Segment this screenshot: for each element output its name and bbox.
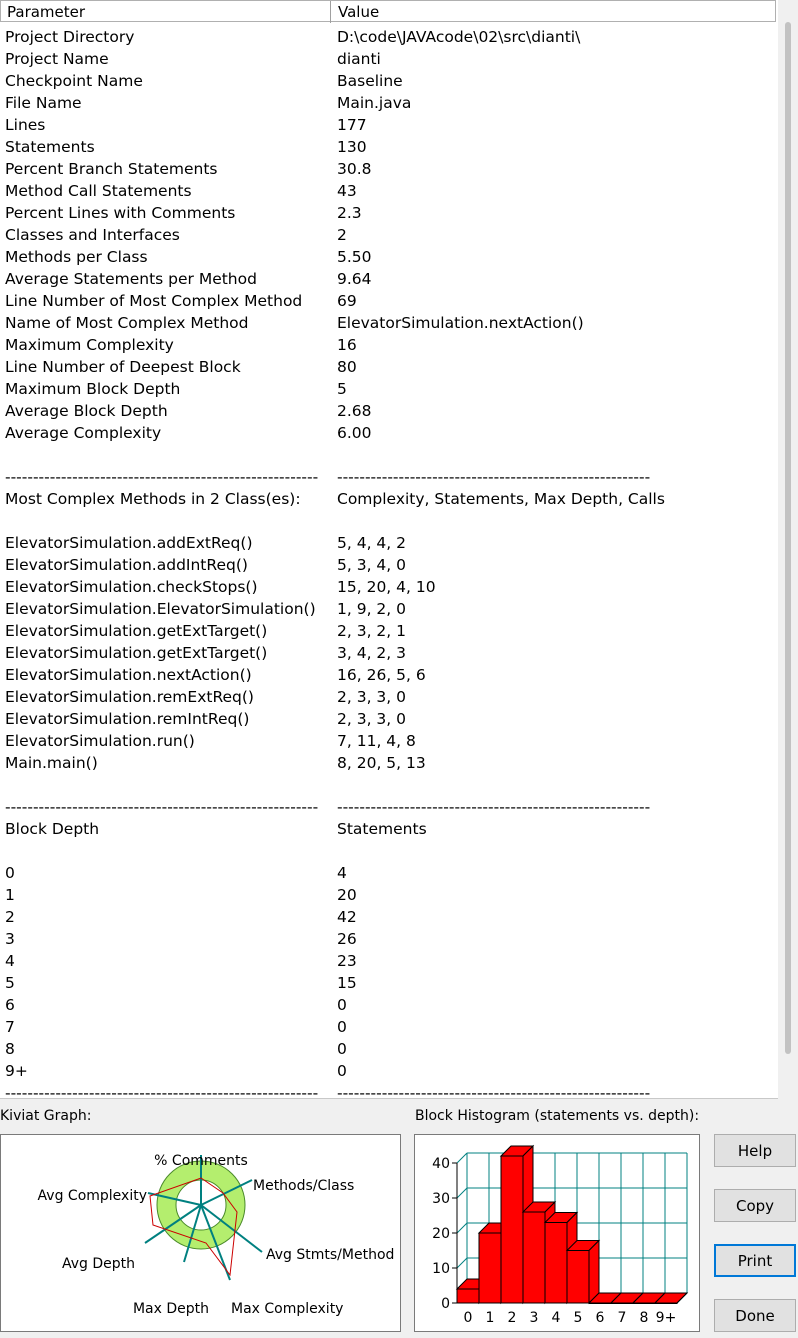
table-row[interactable] (0, 885, 776, 907)
row-parameter: ElevatorSimulation.remIntReq() (5, 710, 250, 728)
table-row[interactable] (0, 951, 776, 973)
row-value: 2.3 (337, 204, 362, 222)
histogram-bar (457, 1289, 479, 1303)
table-row[interactable] (0, 467, 776, 489)
histogram-bar (567, 1251, 589, 1304)
table-row[interactable] (0, 181, 776, 203)
row-value: 5 (337, 380, 347, 398)
table-row[interactable] (0, 401, 776, 423)
row-value: 2, 3, 3, 0 (337, 688, 407, 706)
row-parameter: -------------------------------------------------------- (5, 468, 319, 486)
row-parameter: ElevatorSimulation.remExtReq() (5, 688, 254, 706)
row-value: 80 (337, 358, 357, 376)
row-parameter: 8 (5, 1040, 15, 1058)
row-parameter: Classes and Interfaces (5, 226, 180, 244)
row-value: Complexity, Statements, Max Depth, Calls (337, 490, 665, 508)
row-value: 0 (337, 996, 347, 1014)
table-row[interactable] (0, 599, 776, 621)
y-tick-label: 10 (432, 1261, 450, 1277)
row-value: 2 (337, 226, 347, 244)
column-header-parameter[interactable]: Parameter (7, 3, 86, 21)
x-tick-label: 8 (639, 1310, 649, 1326)
row-parameter: Main.main() (5, 754, 98, 772)
row-parameter: Project Directory (5, 28, 135, 46)
row-parameter: Line Number of Deepest Block (5, 358, 241, 376)
column-divider[interactable] (330, 1, 331, 23)
row-parameter: ElevatorSimulation.checkStops() (5, 578, 258, 596)
row-value: 42 (337, 908, 357, 926)
row-value: ElevatorSimulation.nextAction() (337, 314, 584, 332)
row-value: Baseline (337, 72, 403, 90)
histogram-panel (414, 1134, 700, 1332)
y-tick-label: 30 (432, 1191, 450, 1207)
histogram-bar (545, 1223, 567, 1304)
table-row[interactable] (0, 797, 776, 819)
table-row[interactable] (0, 27, 776, 49)
row-value: -------------------------------------------------------- (337, 798, 651, 816)
y-tick-label: 0 (441, 1296, 450, 1312)
row-parameter: File Name (5, 94, 82, 112)
table-row[interactable] (0, 379, 776, 401)
table-row[interactable] (0, 511, 776, 533)
kiviat-graph-panel (0, 1134, 401, 1332)
grid-line (457, 1153, 467, 1163)
x-tick-label: 5 (573, 1310, 583, 1326)
vertical-scrollbar[interactable] (778, 0, 798, 1098)
kiviat-graph (1, 1135, 400, 1331)
table-row[interactable] (0, 49, 776, 71)
histogram-bar (633, 1303, 655, 1304)
row-parameter: 0 (5, 864, 15, 882)
row-parameter: 3 (5, 930, 15, 948)
row-parameter: Maximum Block Depth (5, 380, 181, 398)
row-parameter: 2 (5, 908, 15, 926)
table-row[interactable] (0, 753, 776, 775)
table-row[interactable] (0, 577, 776, 599)
row-value: 2.68 (337, 402, 372, 420)
x-tick-label: 0 (463, 1310, 473, 1326)
row-parameter: ElevatorSimulation.nextAction() (5, 666, 252, 684)
grid-line (457, 1188, 467, 1198)
table-row[interactable] (0, 71, 776, 93)
row-value: 2, 3, 3, 0 (337, 710, 407, 728)
row-value: 16, 26, 5, 6 (337, 666, 426, 684)
table-row[interactable] (0, 775, 776, 797)
row-value: 15, 20, 4, 10 (337, 578, 436, 596)
histogram-bar (479, 1233, 501, 1303)
table-row[interactable] (0, 489, 776, 511)
list-rows (0, 27, 776, 1099)
row-value: 30.8 (337, 160, 372, 178)
table-row[interactable] (0, 929, 776, 951)
kiviat-axis-label: % Comments (154, 1153, 248, 1169)
row-parameter: Average Block Depth (5, 402, 168, 420)
row-parameter: 6 (5, 996, 15, 1014)
table-row[interactable] (0, 159, 776, 181)
table-row[interactable] (0, 995, 776, 1017)
row-parameter: Checkpoint Name (5, 72, 143, 90)
help-button[interactable]: Help (714, 1134, 796, 1167)
row-parameter: ElevatorSimulation.addExtReq() (5, 534, 253, 552)
copy-button[interactable]: Copy (714, 1189, 796, 1222)
row-parameter: ElevatorSimulation.ElevatorSimulation() (5, 600, 316, 618)
row-value: -------------------------------------------------------- (337, 468, 651, 486)
row-parameter: Methods per Class (5, 248, 148, 266)
row-value: D:\code\JAVAcode\02\src\dianti\ (337, 28, 581, 46)
done-button[interactable]: Done (714, 1299, 796, 1332)
grid-line (457, 1258, 467, 1268)
kiviat-label: Kiviat Graph: (0, 1108, 92, 1124)
row-value: Main.java (337, 94, 412, 112)
y-tick-label: 20 (432, 1226, 450, 1242)
table-row[interactable] (0, 445, 776, 467)
row-parameter: Average Statements per Method (5, 270, 257, 288)
table-row[interactable] (0, 291, 776, 313)
table-row[interactable] (0, 335, 776, 357)
grid-line (457, 1223, 467, 1233)
row-value: 0 (337, 1062, 347, 1080)
row-parameter: 9+ (5, 1062, 28, 1080)
x-tick-label: 6 (595, 1310, 605, 1326)
row-parameter: Method Call Statements (5, 182, 192, 200)
row-value: 0 (337, 1018, 347, 1036)
row-value: 16 (337, 336, 357, 354)
row-parameter: ElevatorSimulation.getExtTarget() (5, 622, 268, 640)
row-parameter: Block Depth (5, 820, 100, 838)
kiviat-axis-label: Avg Depth (61, 1256, 135, 1272)
row-parameter: Statements (5, 138, 95, 156)
row-parameter: Name of Most Complex Method (5, 314, 249, 332)
table-row[interactable] (0, 709, 776, 731)
row-parameter: 4 (5, 952, 15, 970)
table-row[interactable] (0, 687, 776, 709)
row-parameter: 5 (5, 974, 15, 992)
row-value: 69 (337, 292, 357, 310)
table-row[interactable] (0, 863, 776, 885)
row-value: -------------------------------------------------------- (337, 1084, 651, 1099)
row-value: 1, 9, 2, 0 (337, 600, 407, 618)
row-value: 5.50 (337, 248, 372, 266)
x-tick-label: 3 (529, 1310, 539, 1326)
table-row[interactable] (0, 225, 776, 247)
row-parameter: Line Number of Most Complex Method (5, 292, 303, 310)
row-parameter: Average Complexity (5, 424, 162, 442)
kiviat-axis-label: Avg Complexity (37, 1188, 147, 1204)
row-value: 8, 20, 5, 13 (337, 754, 426, 772)
row-value: 7, 11, 4, 8 (337, 732, 416, 750)
row-parameter: Percent Lines with Comments (5, 204, 236, 222)
table-row[interactable] (0, 357, 776, 379)
y-tick-label: 40 (432, 1156, 450, 1172)
table-row[interactable] (0, 819, 776, 841)
row-value: 130 (337, 138, 367, 156)
list-header (0, 0, 776, 22)
x-tick-label: 9+ (655, 1310, 677, 1326)
table-row[interactable] (0, 555, 776, 577)
table-row[interactable] (0, 643, 776, 665)
table-row[interactable] (0, 423, 776, 445)
histogram-label: Block Histogram (statements vs. depth): (415, 1108, 700, 1124)
x-tick-label: 2 (507, 1310, 517, 1326)
block-histogram (415, 1135, 699, 1331)
table-row[interactable] (0, 93, 776, 115)
table-row[interactable] (0, 731, 776, 753)
row-value: 2, 3, 2, 1 (337, 622, 407, 640)
histogram-bar (589, 1303, 611, 1304)
scrollbar-thumb[interactable] (785, 22, 791, 1054)
row-parameter: Most Complex Methods in 2 Class(es): (5, 490, 301, 508)
table-row[interactable] (0, 665, 776, 687)
table-row[interactable] (0, 1061, 776, 1083)
table-row[interactable] (0, 313, 776, 335)
kiviat-axis-label: Max Complexity (231, 1301, 344, 1317)
row-value: 3, 4, 2, 3 (337, 644, 407, 662)
row-value: 15 (337, 974, 357, 992)
histogram-bar (523, 1212, 545, 1303)
table-row[interactable] (0, 841, 776, 863)
table-row[interactable] (0, 907, 776, 929)
row-value: 5, 4, 4, 2 (337, 534, 407, 552)
row-value: 4 (337, 864, 347, 882)
table-row[interactable] (0, 203, 776, 225)
row-value: 20 (337, 886, 357, 904)
table-row[interactable] (0, 269, 776, 291)
row-value: 26 (337, 930, 357, 948)
row-parameter: ElevatorSimulation.addIntReq() (5, 556, 248, 574)
table-row[interactable] (0, 533, 776, 555)
column-header-value[interactable]: Value (338, 3, 380, 21)
row-value: 23 (337, 952, 357, 970)
row-value: 0 (337, 1040, 347, 1058)
table-row[interactable] (0, 247, 776, 269)
print-button[interactable]: Print (714, 1244, 796, 1277)
row-value: 43 (337, 182, 357, 200)
table-row[interactable] (0, 1083, 776, 1099)
row-parameter: Lines (5, 116, 46, 134)
histogram-bar (501, 1156, 523, 1303)
histogram-bar (611, 1303, 633, 1304)
row-parameter: 7 (5, 1018, 15, 1036)
table-row[interactable] (0, 1039, 776, 1061)
kiviat-axis-label: Avg Stmts/Method (266, 1247, 395, 1263)
table-row[interactable] (0, 115, 776, 137)
x-tick-label: 1 (485, 1310, 495, 1326)
row-value: dianti (337, 50, 381, 68)
row-parameter: Maximum Complexity (5, 336, 174, 354)
table-row[interactable] (0, 1017, 776, 1039)
row-parameter: 1 (5, 886, 15, 904)
kiviat-axis-label: Methods/Class (253, 1178, 355, 1194)
row-parameter: -------------------------------------------------------- (5, 798, 319, 816)
table-row[interactable] (0, 973, 776, 995)
x-tick-label: 7 (617, 1310, 627, 1326)
histogram-bar-side (589, 1241, 599, 1304)
row-value: Statements (337, 820, 427, 838)
table-row[interactable] (0, 621, 776, 643)
kiviat-axis-label: Max Depth (132, 1301, 210, 1317)
row-parameter: ElevatorSimulation.run() (5, 732, 195, 750)
row-value: 177 (337, 116, 367, 134)
row-value: 6.00 (337, 424, 372, 442)
histogram-bar (655, 1303, 677, 1304)
row-parameter: Project Name (5, 50, 109, 68)
table-row[interactable] (0, 137, 776, 159)
x-tick-label: 4 (551, 1310, 561, 1326)
row-parameter: Percent Branch Statements (5, 160, 218, 178)
row-value: 9.64 (337, 270, 372, 288)
row-parameter: ElevatorSimulation.getExtTarget() (5, 644, 268, 662)
row-parameter: -------------------------------------------------------- (5, 1084, 319, 1099)
row-value: 5, 3, 4, 0 (337, 556, 407, 574)
